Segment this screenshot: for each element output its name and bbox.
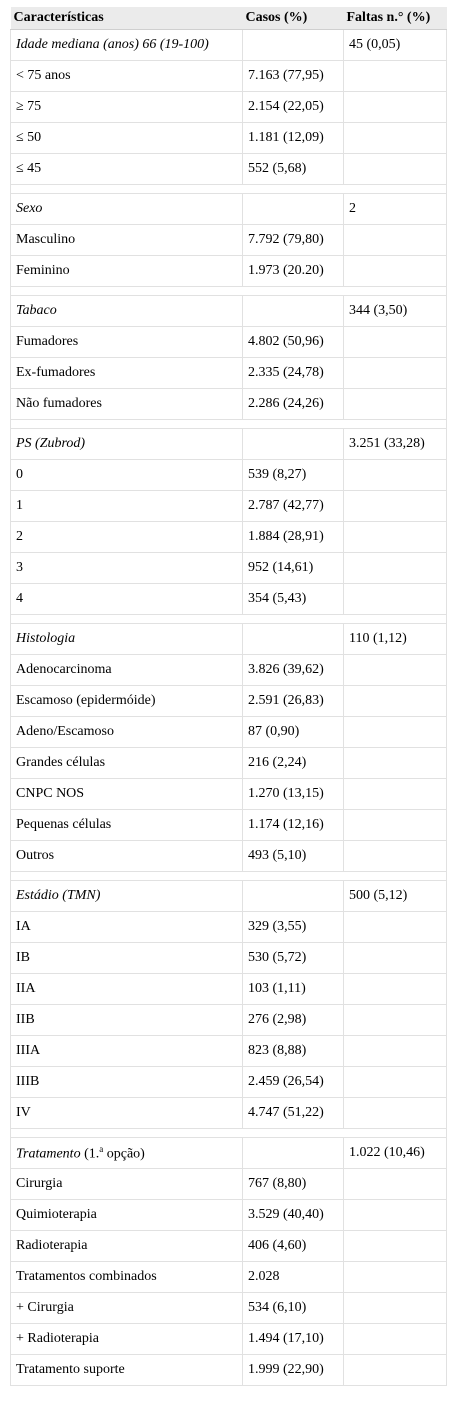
table-row [11, 1200, 447, 1231]
table-row [11, 1169, 447, 1200]
section-spacer [11, 615, 447, 624]
table-body [11, 30, 447, 1386]
table-row [11, 810, 447, 841]
row-missing [344, 779, 447, 810]
row-label: Quimioterapia [11, 1200, 243, 1231]
row-missing [344, 748, 447, 779]
row-cases: 767 (8,80) [243, 1169, 344, 1200]
section-cases-cell [243, 30, 344, 61]
table-row [11, 974, 447, 1005]
section-header-row [11, 296, 447, 327]
section-title-text: Sexo [16, 201, 43, 216]
row-label: 1 [11, 491, 243, 522]
row-cases: 2.459 (26,54) [243, 1067, 344, 1098]
section-title [11, 429, 243, 460]
row-missing [344, 389, 447, 420]
row-cases: 329 (3,55) [243, 912, 344, 943]
row-cases: 1.181 (12,09) [243, 123, 344, 154]
table-row [11, 491, 447, 522]
row-label: IA [11, 912, 243, 943]
table-row [11, 841, 447, 872]
section-title [11, 881, 243, 912]
row-cases: 1.973 (20.20) [243, 256, 344, 287]
section-missing-cell: 2 [344, 194, 447, 225]
row-cases: 103 (1,11) [243, 974, 344, 1005]
header-cases: Casos (%) [243, 7, 344, 30]
row-cases: 539 (8,27) [243, 460, 344, 491]
section-cases-cell [243, 194, 344, 225]
row-cases: 354 (5,43) [243, 584, 344, 615]
section-missing-cell: 110 (1,12) [344, 624, 447, 655]
table-row [11, 943, 447, 974]
row-cases: 2.028 [243, 1262, 344, 1293]
table-row [11, 522, 447, 553]
row-label: + Radioterapia [11, 1324, 243, 1355]
row-label: Fumadores [11, 327, 243, 358]
row-missing [344, 358, 447, 389]
row-missing [344, 61, 447, 92]
row-label: Ex-fumadores [11, 358, 243, 389]
table-row [11, 748, 447, 779]
section-cases-cell [243, 1138, 344, 1169]
row-cases: 87 (0,90) [243, 717, 344, 748]
row-label: IV [11, 1098, 243, 1129]
table-row [11, 779, 447, 810]
table-row [11, 61, 447, 92]
row-cases: 4.747 (51,22) [243, 1098, 344, 1129]
row-missing [344, 1262, 447, 1293]
row-missing [344, 1324, 447, 1355]
section-cases-cell [243, 296, 344, 327]
row-label: Cirurgia [11, 1169, 243, 1200]
row-missing [344, 1200, 447, 1231]
table-row [11, 389, 447, 420]
row-cases: 3.826 (39,62) [243, 655, 344, 686]
row-label: < 75 anos [11, 61, 243, 92]
row-cases: 2.787 (42,77) [243, 491, 344, 522]
row-label: Adeno/Escamoso [11, 717, 243, 748]
row-label: 3 [11, 553, 243, 584]
row-label: ≤ 50 [11, 123, 243, 154]
table-row [11, 1324, 447, 1355]
table-row [11, 1262, 447, 1293]
row-cases: 2.591 (26,83) [243, 686, 344, 717]
row-missing [344, 584, 447, 615]
section-missing-cell: 500 (5,12) [344, 881, 447, 912]
row-label: CNPC NOS [11, 779, 243, 810]
row-label: 4 [11, 584, 243, 615]
row-missing [344, 553, 447, 584]
section-title-text: PS (Zubrod) [16, 436, 86, 451]
row-label: Adenocarcinoma [11, 655, 243, 686]
characteristics-table-container [10, 7, 446, 1386]
section-spacer [11, 420, 447, 429]
row-missing [344, 460, 447, 491]
section-header-row [11, 881, 447, 912]
section-title-text: Tabaco [16, 303, 57, 318]
section-header-row [11, 1138, 447, 1169]
section-missing-cell: 344 (3,50) [344, 296, 447, 327]
section-title [11, 296, 243, 327]
row-label: + Cirurgia [11, 1293, 243, 1324]
row-label: 2 [11, 522, 243, 553]
row-missing [344, 1067, 447, 1098]
row-missing [344, 154, 447, 185]
row-missing [344, 1098, 447, 1129]
table-row [11, 1293, 447, 1324]
row-missing [344, 1005, 447, 1036]
row-missing [344, 92, 447, 123]
table-row [11, 460, 447, 491]
row-missing [344, 256, 447, 287]
row-cases: 1.494 (17,10) [243, 1324, 344, 1355]
row-cases: 952 (14,61) [243, 553, 344, 584]
row-cases: 534 (6,10) [243, 1293, 344, 1324]
section-header-row [11, 194, 447, 225]
row-missing [344, 1036, 447, 1067]
table-row [11, 1036, 447, 1067]
row-missing [344, 491, 447, 522]
table-row [11, 358, 447, 389]
row-missing [344, 655, 447, 686]
section-title [11, 194, 243, 225]
row-label: Radioterapia [11, 1231, 243, 1262]
row-label: Tratamento suporte [11, 1355, 243, 1386]
row-missing [344, 686, 447, 717]
section-header-row [11, 624, 447, 655]
section-title [11, 1138, 243, 1169]
table-row [11, 256, 447, 287]
section-title-suffix: (1. [80, 1146, 100, 1162]
row-label: IIIB [11, 1067, 243, 1098]
row-cases: 4.802 (50,96) [243, 327, 344, 358]
table-row [11, 912, 447, 943]
row-cases: 552 (5,68) [243, 154, 344, 185]
row-missing [344, 974, 447, 1005]
section-title-text: Histologia [16, 631, 76, 646]
row-missing [344, 225, 447, 256]
table-row [11, 327, 447, 358]
section-title [11, 624, 243, 655]
section-title-superscript: a [99, 1143, 104, 1154]
row-cases: 1.999 (22,90) [243, 1355, 344, 1386]
section-header-row [11, 429, 447, 460]
row-label: Feminino [11, 256, 243, 287]
row-cases: 276 (2,98) [243, 1005, 344, 1036]
characteristics-table [10, 7, 447, 1386]
header-characteristics: Características [11, 7, 243, 30]
section-title-text: Estádio (TMN) [16, 888, 101, 903]
section-title-suffix-end: opção) [103, 1146, 145, 1162]
row-cases: 216 (2,24) [243, 748, 344, 779]
row-missing [344, 1293, 447, 1324]
row-label: IIIA [11, 1036, 243, 1067]
row-cases: 1.174 (12,16) [243, 810, 344, 841]
row-cases: 7.792 (79,80) [243, 225, 344, 256]
row-cases: 3.529 (40,40) [243, 1200, 344, 1231]
section-title-text: Tratamento [16, 1146, 81, 1162]
row-label: IIB [11, 1005, 243, 1036]
section-spacer [11, 1129, 447, 1138]
row-cases: 2.335 (24,78) [243, 358, 344, 389]
row-label: 0 [11, 460, 243, 491]
table-row [11, 1355, 447, 1386]
table-row [11, 1005, 447, 1036]
spacer-cell [11, 1129, 447, 1138]
table-row [11, 123, 447, 154]
table-row [11, 154, 447, 185]
row-label: Outros [11, 841, 243, 872]
row-missing [344, 717, 447, 748]
table-row [11, 92, 447, 123]
section-title-text: Idade mediana (anos) 66 (19-100) [16, 37, 209, 52]
row-label: ≥ 75 [11, 92, 243, 123]
row-missing [344, 1231, 447, 1262]
section-spacer [11, 872, 447, 881]
section-cases-cell [243, 881, 344, 912]
row-cases: 1.884 (28,91) [243, 522, 344, 553]
row-label: Masculino [11, 225, 243, 256]
spacer-cell [11, 872, 447, 881]
row-missing [344, 327, 447, 358]
row-label: IIA [11, 974, 243, 1005]
row-cases: 823 (8,88) [243, 1036, 344, 1067]
row-cases: 406 (4,60) [243, 1231, 344, 1262]
row-label: Pequenas células [11, 810, 243, 841]
row-cases: 1.270 (13,15) [243, 779, 344, 810]
row-cases: 530 (5,72) [243, 943, 344, 974]
table-row [11, 584, 447, 615]
table-row [11, 655, 447, 686]
table-row [11, 717, 447, 748]
table-row [11, 1231, 447, 1262]
row-label: IB [11, 943, 243, 974]
spacer-cell [11, 420, 447, 429]
row-cases: 2.154 (22,05) [243, 92, 344, 123]
row-cases: 493 (5,10) [243, 841, 344, 872]
row-cases: 2.286 (24,26) [243, 389, 344, 420]
row-missing [344, 943, 447, 974]
row-label: ≤ 45 [11, 154, 243, 185]
row-label: Não fumadores [11, 389, 243, 420]
table-row [11, 1098, 447, 1129]
row-missing [344, 522, 447, 553]
section-missing-cell: 45 (0,05) [344, 30, 447, 61]
row-missing [344, 810, 447, 841]
header-missing: Faltas n.° (%) [344, 7, 447, 30]
row-label: Tratamentos combinados [11, 1262, 243, 1293]
row-missing [344, 841, 447, 872]
section-header-row [11, 30, 447, 61]
row-cases: 7.163 (77,95) [243, 61, 344, 92]
row-missing [344, 1169, 447, 1200]
row-missing [344, 912, 447, 943]
table-row [11, 686, 447, 717]
section-cases-cell [243, 429, 344, 460]
spacer-cell [11, 185, 447, 194]
section-missing-cell: 1.022 (10,46) [344, 1138, 447, 1169]
table-header-row [11, 7, 447, 30]
table-row [11, 1067, 447, 1098]
section-title [11, 30, 243, 61]
spacer-cell [11, 287, 447, 296]
table-row [11, 553, 447, 584]
section-cases-cell [243, 624, 344, 655]
row-missing [344, 123, 447, 154]
table-row [11, 225, 447, 256]
section-missing-cell: 3.251 (33,28) [344, 429, 447, 460]
spacer-cell [11, 615, 447, 624]
row-label: Escamoso (epidermóide) [11, 686, 243, 717]
section-spacer [11, 287, 447, 296]
section-spacer [11, 185, 447, 194]
row-missing [344, 1355, 447, 1386]
row-label: Grandes células [11, 748, 243, 779]
